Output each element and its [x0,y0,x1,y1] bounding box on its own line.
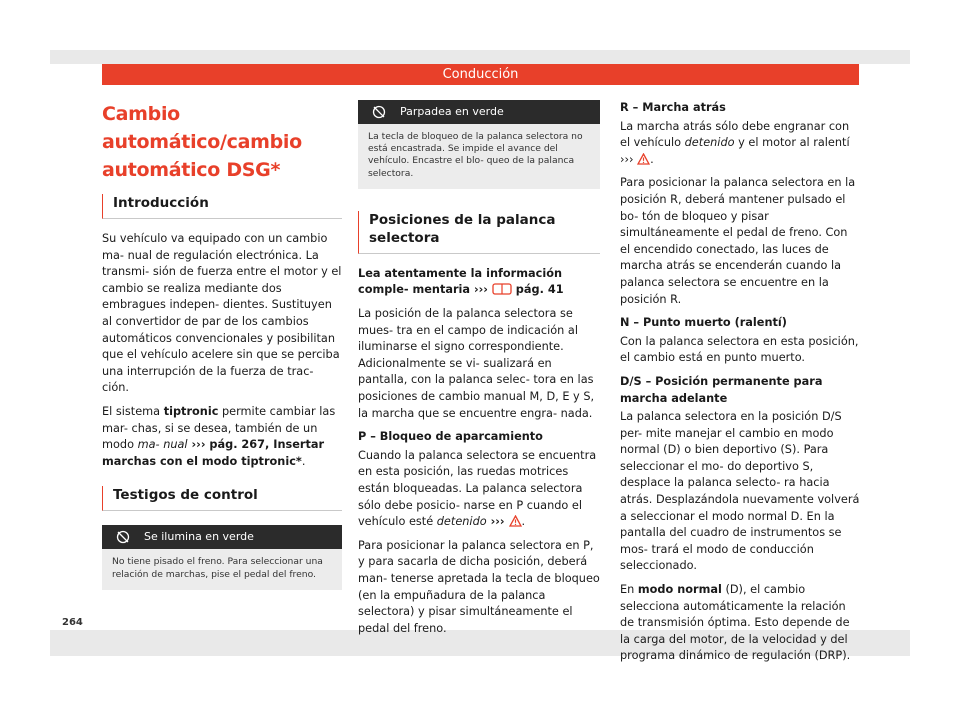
section-header: Conducción [102,64,859,85]
indicator-box-green [102,525,342,589]
p-heading: P – Bloqueo de aparcamiento [358,430,543,444]
chapter-title [102,100,342,184]
testigos-heading: Testigos de control [102,486,342,511]
column-3 [620,100,860,672]
n-heading: N – Punto muerto (ralentí) [620,316,787,330]
p-paragraph-1: Cuando la palanca selectora se encuentra en esta posición, las ruedas motrices están bloqueadas. La palanca selectora sólo debe posicio- narse en P cuando el vehículo esté detenido ››› . [358,448,597,529]
ds-paragraph-2: En modo normal (D), el cambio selecciona automáticamente la relación de transmisión óptima. Esto depende de la carga del motor, de la velocidad y del programa dinámico de regulación (DRP). [620,583,851,663]
steering-wheel-icon [358,105,400,119]
r-paragraph-2: Para posicionar la palanca selectora en la posición R, deberá mantener pulsado el bo- tón de bloqueo y pisar simultáneamente el pedal de freno. Con el encendido conectado, las luces de marcha atrás se encenderán cuando la palanca selectora se encuentre en la posición R. [620,176,856,306]
page-number: 264 [62,617,83,628]
intro-heading: Introducción [102,194,342,219]
intro-paragraph-2: El sistema tiptronic permite cambiar las mar- chas, si se desea, también de un modo ma- nual ››› pág. 267, Insertar marchas con el modo tiptronic*. [102,404,336,468]
posiciones-heading: Posiciones de la palanca selectora [358,211,600,254]
indicator-box-blinking [358,100,600,189]
indicator-box-title: Se ilumina en verde [144,530,254,544]
read-note: Lea atentamente la información comple- mentaria ››› pág. 41 [358,266,564,297]
indicator-box-header [358,100,600,124]
ds-heading: D/S – Posición permanente para marcha adelante [620,374,823,405]
r-paragraph-1: La marcha atrás sólo debe engranar con el vehículo detenido y el motor al ralentí ››› . [620,119,850,166]
p-paragraph-2: Para posicionar la palanca selectora en P, y para sacarla de dicha posición, deberá man- tenerse apretada la tecla de bloqueo (en la empuñadura de la palanca selectora) y pisar simultáneamente el pedal del freno. [358,538,600,635]
page-link-267[interactable]: ››› pág. 267, Insertar marchas con el modo tiptronic* [102,438,325,468]
n-paragraph-1: Con la palanca selectora en esta posición, el cambio está en punto muerto. [620,334,859,365]
position-paragraph-1: La posición de la palanca selectora se mues- tra en el campo de indicación al iluminarse el signo correspondiente. Adicionalmente se vi- sualizará en pantalla, con la palanca selec- tora en las posiciones de cambio manual M, D, E y S, la marcha que se encuentre engra- nada. [358,307,595,420]
column-2 [358,100,600,644]
indicator-box-text: No tiene pisado el freno. Para seleccionar una relación de marchas, pise el pedal del freno. [112,556,323,580]
chapter-title-line-1: Cambio automático/cambio [102,103,302,153]
r-heading: R – Marcha atrás [620,101,726,114]
indicator-box-title: Parpadea en verde [400,104,504,118]
indicator-box-header [102,525,342,549]
chapter-title-line-2: automático DSG* [102,159,281,181]
steering-wheel-icon [102,530,144,544]
warning-icon [637,153,650,166]
ds-paragraph-1: La palanca selectora en la posición D/S per- mite manejar el cambio en modo normal (D) o bien deportivo (S). Para seleccionar el mo- do deportivo S, desplace la palanca selecto- ra hacia atrás. Desplazándola nuevamente volverá a seleccionar el modo normal D. En la pantalla del cuadro de instrumentos se mos- trará el modo de conducción seleccionado. [620,410,860,573]
intro-paragraph-1: Su vehículo va equipado con un cambio ma- nual de regulación electrónica. La transmi- sión de fuerza entre el motor y el cambio se realiza mediante dos embragues indepen- dientes. Sustituyen al convertidor de par de los cambios automáticos convencionales y posibilitan que el vehículo acelere sin que se perciba una interrupción de la fuerza de trac- ción. [102,232,342,395]
indicator-box-text: La tecla de bloqueo de la palanca selectora no está encastrada. Se impide el avance del vehículo. Encastre el blo- queo de la palanca selectora. [368,131,583,179]
column-1 [102,100,342,590]
warning-icon [509,515,522,528]
manual-book-icon[interactable] [492,283,512,296]
